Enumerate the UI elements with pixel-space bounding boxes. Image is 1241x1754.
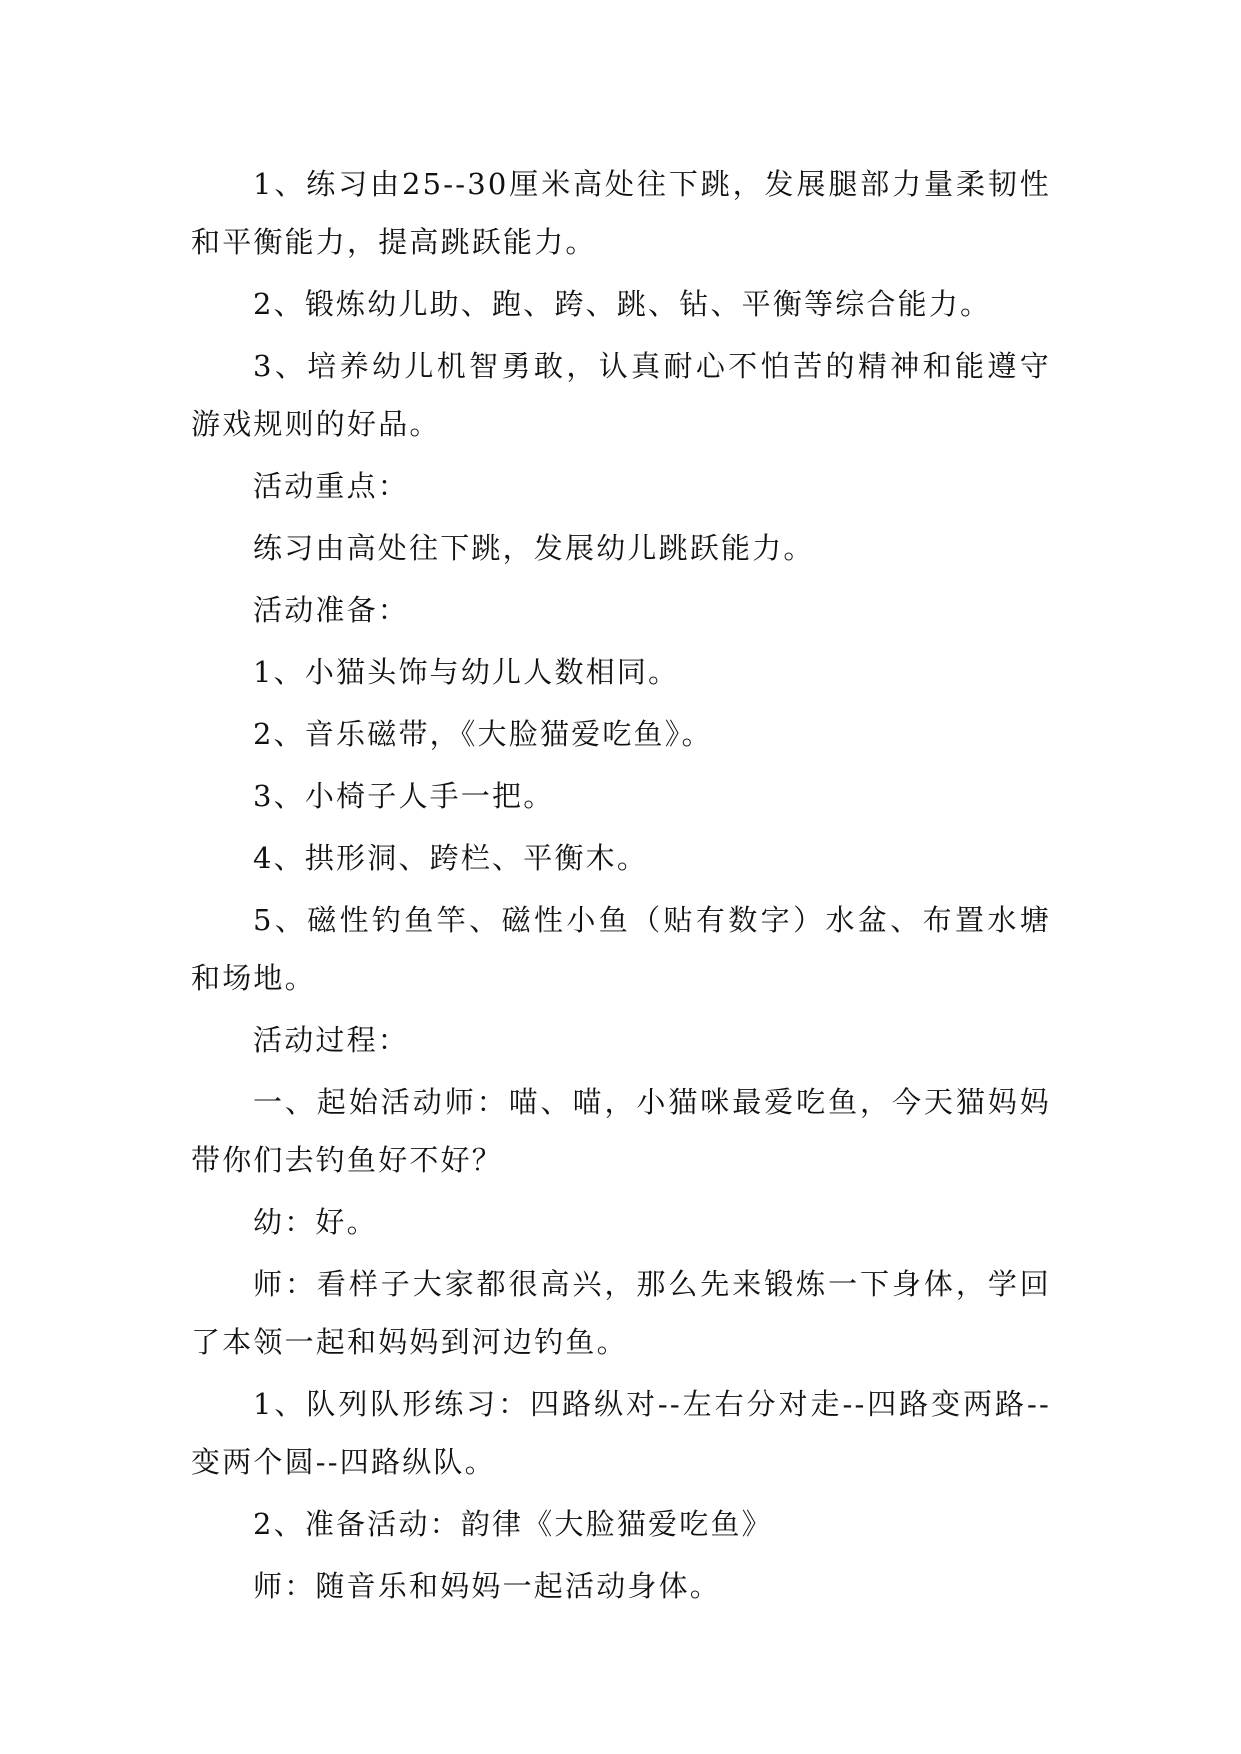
heading-activity-preparation: 活动准备： xyxy=(253,593,410,627)
paragraph-preparation-2: 2、音乐磁带，《大脸猫爱吃鱼》。 xyxy=(253,717,713,751)
paragraph-process-2: 2、准备活动：韵律《大脸猫爱吃鱼》 xyxy=(253,1507,773,1541)
heading-activity-focus: 活动重点： xyxy=(253,469,410,503)
paragraph-process-intro: 一、起始活动师：喵、喵，小猫咪最爱吃鱼，今天猫妈妈带你们去钓鱼好不好？ xyxy=(191,1085,1051,1177)
heading-activity-process: 活动过程： xyxy=(253,1023,410,1057)
paragraph-objective-3: 3、培养幼儿机智勇敢，认真耐心不怕苦的精神和能遵守游戏规则的好品。 xyxy=(191,349,1051,441)
paragraph-objective-2: 2、锻炼幼儿助、跑、跨、跳、钻、平衡等综合能力。 xyxy=(253,287,992,321)
paragraph-preparation-5: 5、磁性钓鱼竿、磁性小鱼（贴有数字）水盆、布置水塘和场地。 xyxy=(191,903,1051,995)
paragraph-teacher-music: 师：随音乐和妈妈一起活动身体。 xyxy=(253,1569,722,1603)
paragraph-preparation-4: 4、拱形洞、跨栏、平衡木。 xyxy=(253,841,649,875)
paragraph-objective-1: 1、练习由25--30厘米高处往下跳，发展腿部力量柔韧性和平衡能力，提高跳跃能力。 xyxy=(191,167,1051,259)
document-body xyxy=(191,155,1051,1619)
paragraph-teacher-line: 师：看样子大家都很高兴，那么先来锻炼一下身体，学回了本领一起和妈妈到河边钓鱼。 xyxy=(191,1267,1051,1359)
paragraph-preparation-1: 1、小猫头饰与幼儿人数相同。 xyxy=(253,655,680,689)
paragraph-activity-focus: 练习由高处往下跳，发展幼儿跳跃能力。 xyxy=(253,531,815,565)
paragraph-child-reply: 幼：好。 xyxy=(253,1205,378,1239)
paragraph-process-1: 1、队列队形练习：四路纵对--左右分对走--四路变两路--变两个圆--四路纵队。 xyxy=(191,1387,1051,1479)
paragraph-preparation-3: 3、小椅子人手一把。 xyxy=(253,779,555,813)
